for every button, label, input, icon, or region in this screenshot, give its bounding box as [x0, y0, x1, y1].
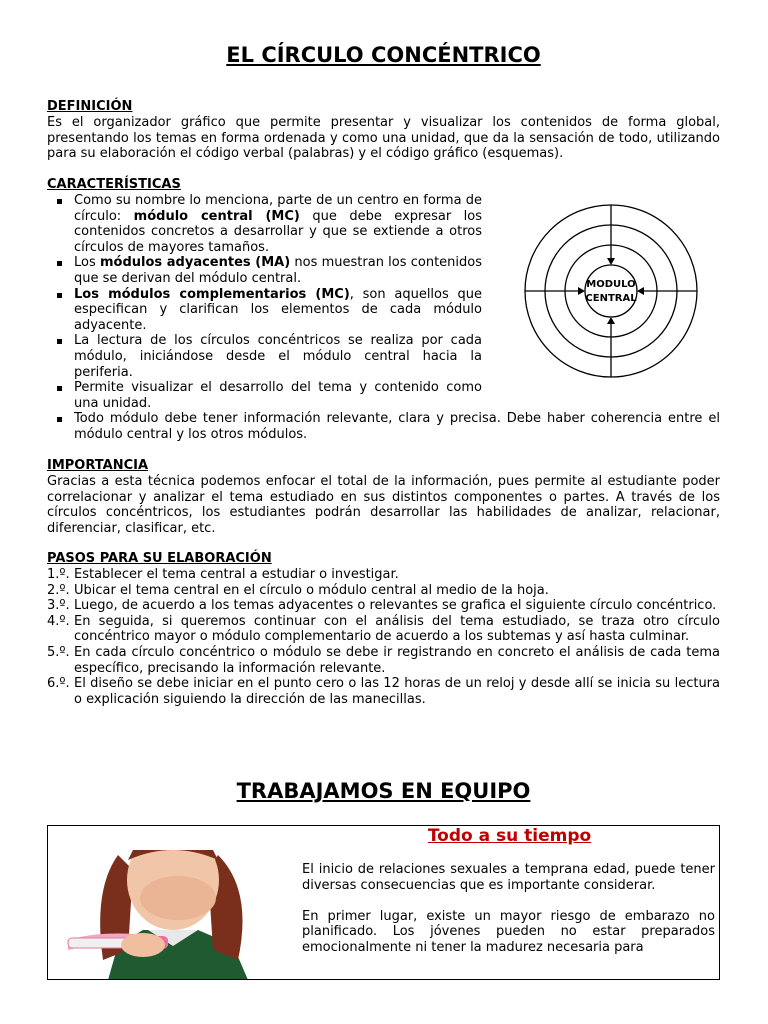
diagram-label-modulo: MODULO [586, 279, 636, 290]
pasos-list [47, 567, 720, 707]
importancia-heading: IMPORTANCIA [47, 458, 149, 473]
girl-with-pregnancy-test-photo [48, 850, 293, 980]
list-item: Permite visualizar el desarrollo del tema y contenido como una unidad. [47, 380, 482, 411]
content-box [47, 825, 720, 980]
arrow-down [607, 258, 615, 265]
list-item: 4.º. En seguida, si queremos continuar con el análisis del tema estudiado, se traza otro círculo concéntrico mayor o módulo complementario de acuerdo a los subtemas y así hasta culminar. [47, 613, 720, 645]
central-circle [585, 265, 637, 317]
pasos-heading: PASOS PARA SU ELABORACIÓN [47, 551, 272, 566]
arrow-right [578, 287, 585, 295]
arrow-left [637, 287, 644, 295]
list-item: Todo módulo debe tener información relevante, clara y precisa. Debe haber coherencia entre el módulo central y los otros módulos. [47, 411, 720, 442]
box-title: Todo a su tiempo [427, 826, 592, 846]
list-item: 2.º. Ubicar el tema central en el círculo o módulo central al medio de la hoja. [47, 582, 549, 598]
list-item: Los módulos complementarios (MC), son aquellos que especifican y clarifican los elementos de cada módulo adyacente. [47, 287, 482, 334]
list-item: Los módulos adyacentes (MA) nos muestran los contenidos que se derivan del módulo central. [47, 255, 482, 286]
section-title-trabajamos: TRABAJAMOS EN EQUIPO [236, 779, 531, 803]
box-paragraph: El inicio de relaciones sexuales a temprana edad, puede tener diversas consecuencias que es importante considerar. [302, 862, 715, 893]
list-item: Como su nombre lo menciona, parte de un centro en forma de círculo: módulo central (MC) que debe expresar los contenidos concretos a desarrollar y que se extiende a otros círculos de mayores tamaños. [47, 193, 482, 255]
list-item: 5.º. En cada círculo concéntrico o módulo se debe ir registrando en concreto el análisis de cada tema específico, precisando la información relevante. [47, 644, 720, 676]
concentric-circles-diagram [510, 200, 710, 382]
page-title: EL CÍRCULO CONCÉNTRICO [226, 43, 541, 67]
list-item: La lectura de los círculos concéntricos se realiza por cada módulo, iniciándose desde el módulo central hacia la periferia. [47, 333, 482, 380]
list-item: 3.º. Luego, de acuerdo a los temas adyacentes o relevantes se grafica el siguiente círculo concéntrico. [47, 598, 717, 614]
list-item: 1.º. Establecer el tema central a estudiar o investigar. [47, 567, 399, 582]
caracteristicas-heading: CARACTERÍSTICAS [47, 177, 181, 192]
importancia-text: Gracias a esta técnica podemos enfocar el total de la información, pues permite al estudiante poder correlacionar y analizar el tema estudiado en sus distintos componentes o partes. A través de los círculos concéntricos, los estudiantes podrán desarrollar las habilidades de analizar, relacionar, diferenciar, clasificar, etc. [47, 474, 720, 536]
arrow-up [607, 317, 615, 324]
box-paragraph: En primer lugar, existe un mayor riesgo de embarazo no planificado. Los jóvenes pueden no estar preparados emocionalmente ni tener la madurez necesaria para [302, 908, 715, 955]
definicion-heading: DEFINICIÓN [47, 99, 133, 114]
definicion-text: Es el organizador gráfico que permite presentar y visualizar los contenidos de forma global, presentando los temas en forma ordenada y como una unidad, que da la sensación de todo, utilizando para su elaboración el código verbal (palabras) y el código gráfico (esquemas). [47, 115, 720, 162]
box-text [302, 862, 715, 971]
list-item: 6.º. El diseño se debe iniciar en el punto cero o las 12 horas de un reloj y desde allí se inicia su lectura o explicación siguiendo la dirección de las manecillas. [47, 676, 720, 707]
diagram-label-central: CENTRAL [585, 293, 637, 304]
